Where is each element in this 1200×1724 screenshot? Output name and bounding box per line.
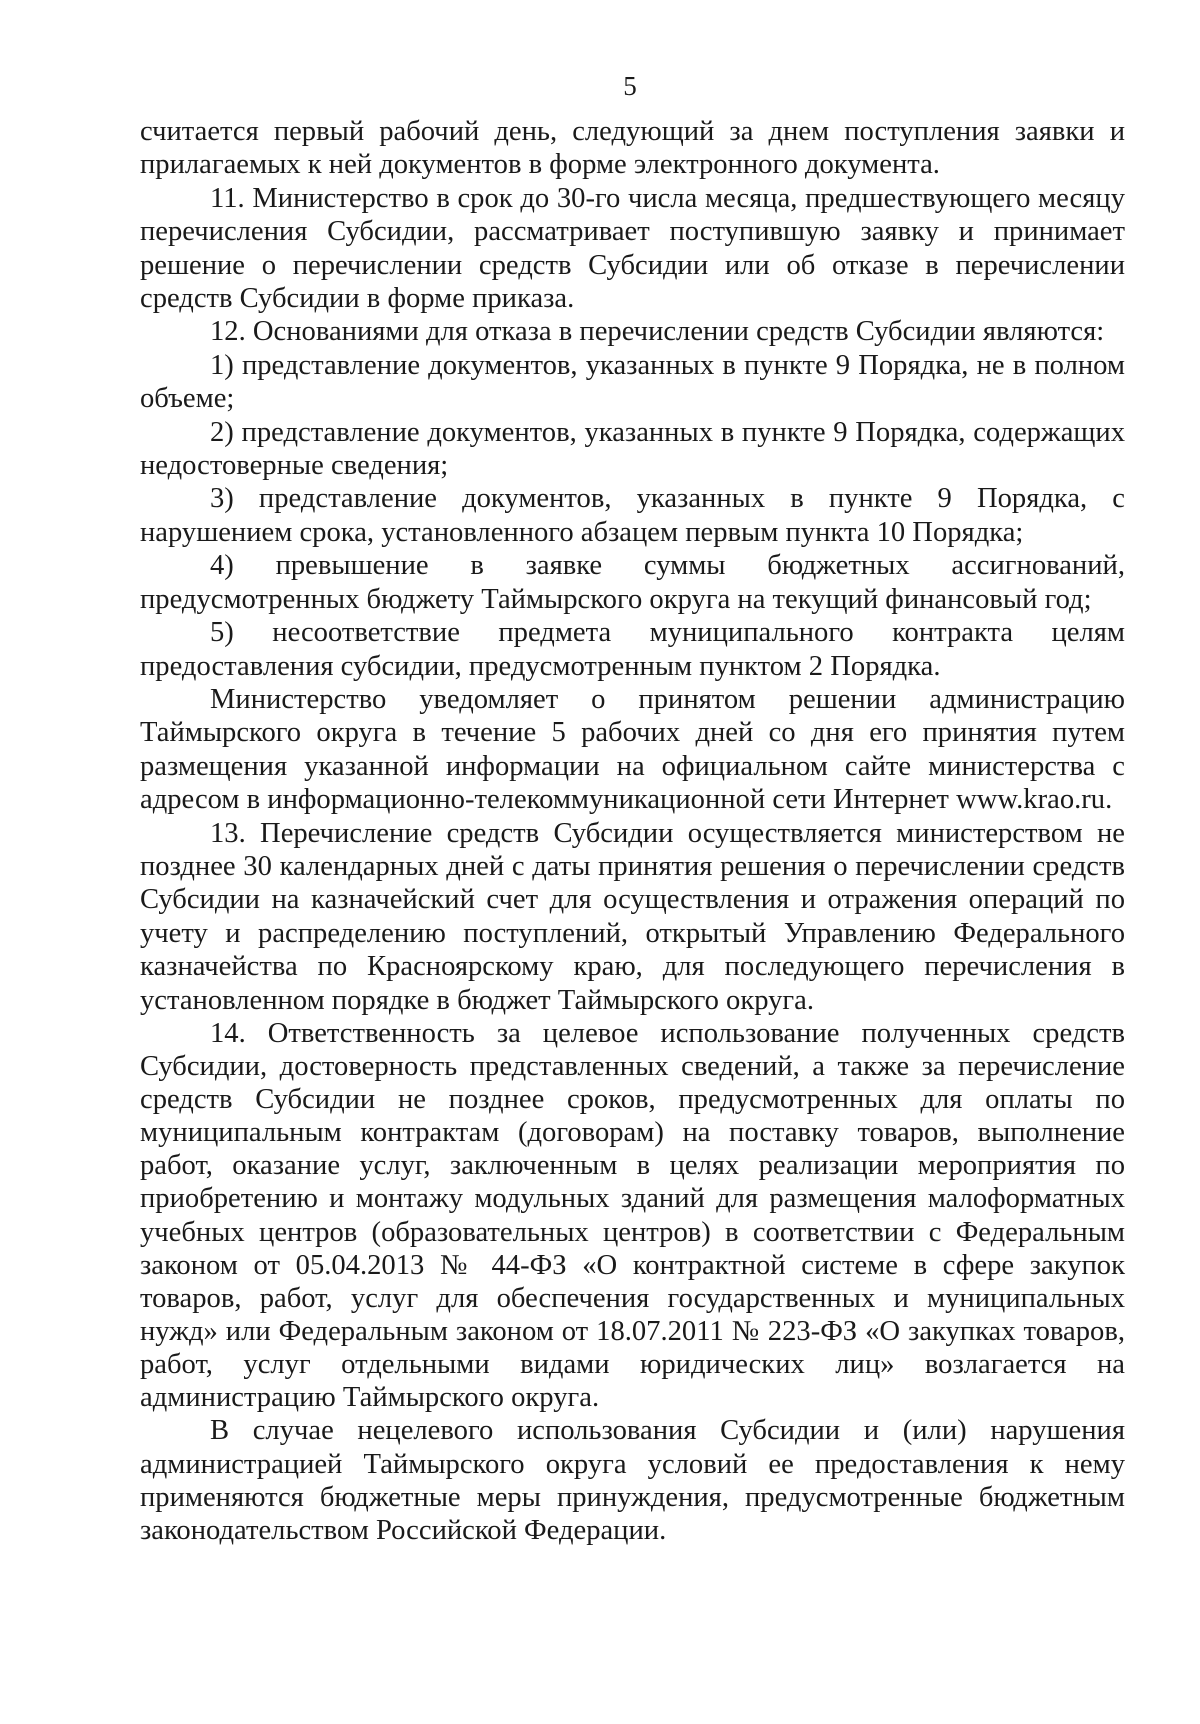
paragraph-misuse: В случае нецелевого использования Субсидии и (или) нарушения администрацией Таймырского округа условий ее предоставления к нему применяются бюджетные меры принуждения, предусмотренные бюджетным законодательством Российской Федерации. <box>140 1415 1125 1547</box>
list-item-1: 1) представление документов, указанных в пункте 9 Порядка, не в полном объеме; <box>140 349 1125 415</box>
list-item-2: 2) представление документов, указанных в пункте 9 Порядка, содержащих недостоверные сведения; <box>140 416 1125 482</box>
list-item-3: 3) представление документов, указанных в пункте 9 Порядка, с нарушением срока, установленного абзацем первым пункта 10 Порядка; <box>140 483 1125 548</box>
paragraph-notification: Министерство уведомляет о принятом решении администрацию Таймырского округа в течение 5 рабочих дней со дня его принятия путем размещения указанной информации на официальном сайте министерства с адресом в информационно-телекоммуникационной сети Интернет www.krao.ru. <box>140 683 1125 816</box>
list-item-5: 5) несоответствие предмета муниципального контракта целям предоставления субсидии, предусмотренным пунктом 2 Порядка. <box>140 617 1125 682</box>
paragraph-12: 12. Основаниями для отказа в перечислении средств Субсидии являются: <box>210 316 1105 348</box>
document-body <box>140 115 1125 1548</box>
paragraph-continuation: считается первый рабочий день, следующий за днем поступления заявки и прилагаемых к ней документов в форме электронного документа. <box>140 116 1125 181</box>
list-item-4: 4) превышение в заявке суммы бюджетных ассигнований, предусмотренных бюджету Таймырского округа на текущий финансовый год; <box>140 550 1125 615</box>
paragraph-14: 14. Ответственность за целевое использование полученных средств Субсидии, достоверность представленных сведений, а также за перечисление средств Субсидии не позднее сроков, предусмотренных для оплаты по муниципальным контрактам (договорам) на поставку товаров, выполнение работ, оказание услуг, заключенным в целях реализации мероприятия по приобретению и монтажу модульных зданий для размещения малоформатных учебных центров (образовательных центров) в соответствии с Федеральным законом от 05.04.2013 № 44-ФЗ «О контрактной системе в сфере закупок товаров, работ, услуг для обеспечения государственных и муниципальных нужд» или Федеральным законом от 18.07.2011 № 223-ФЗ «О закупках товаров, работ, услуг отдельными видами юридических лиц» возлагается на администрацию Таймырского округа. <box>140 1017 1125 1413</box>
page-number: 5 <box>623 71 637 101</box>
paragraph-13: 13. Перечисление средств Субсидии осуществляется министерством не позднее 30 календарных дней с даты принятия решения о перечислении средств Субсидии на казначейский счет для осуществления и отражения операций по учету и распределению поступлений, открытый Управлению Федерального казначейства по Красноярскому краю, для последующего перечисления в установленном порядке в бюджет Таймырского округа. <box>140 817 1125 1016</box>
paragraph-11: 11. Министерство в срок до 30-го числа месяца, предшествующего месяцу перечисления Субсидии, рассматривает поступившую заявку и принимает решение о перечислении средств Субсидии или об отказе в перечислении средств Субсидии в форме приказа. <box>140 182 1125 315</box>
